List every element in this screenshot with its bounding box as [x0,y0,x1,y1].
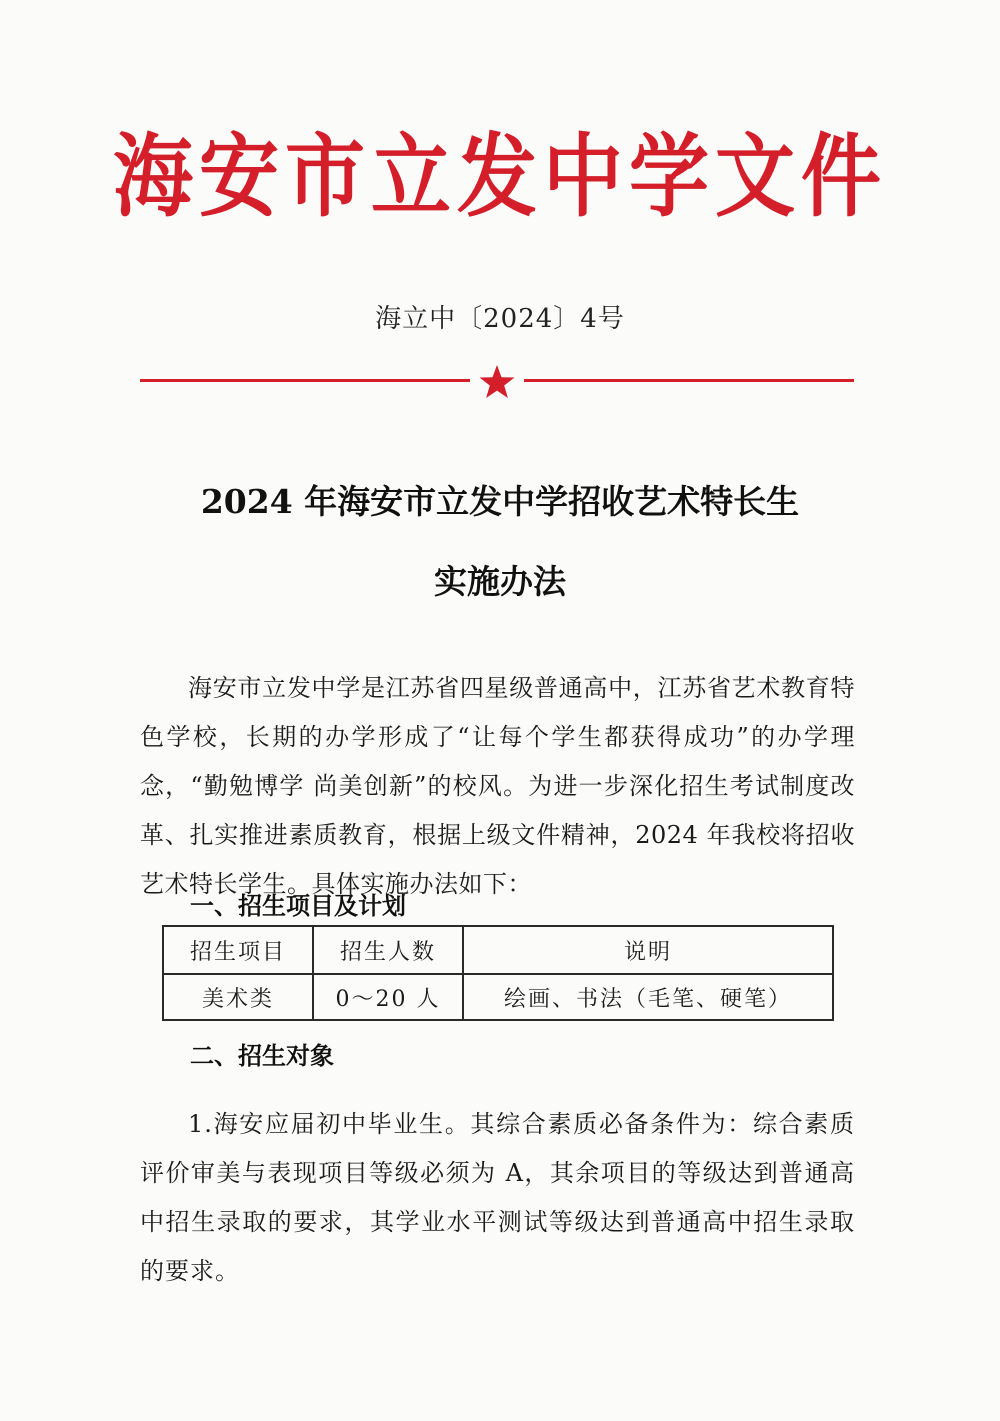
document-masthead: 海安市立发中学文件 [113,124,887,229]
section-heading-plan: 一、招生项目及计划 [190,892,406,920]
intro-paragraph: 海安市立发中学是江苏省四星级普通高中，江苏省艺术教育特色学校，长期的办学形成了“让每个学生都获得成功”的办学理念，“勤勉博学 尚美创新”的校风。为进一步深化招生考试制度改革、扎实推进素质教育，根据上级文件精神，2024 年我校将招收艺术特长学生。具体实施办法如下： [140,674,855,898]
table-cell: 0～20 人 [313,974,463,1020]
document-title-line2: 实施办法 [434,562,566,601]
enrollment-plan-table [162,925,834,1021]
table-header-cell: 招生项目 [163,926,313,974]
section-heading-eligibility: 二、招生对象 [190,1042,334,1070]
eligibility-item-1: 1.海安应届初中毕业生。其综合素质必备条件为：综合素质评价审美与表现项目等级必须为 A，其余项目的等级达到普通高中招生录取的要求，其学业水平测试等级达到普通高中招生录取的要求。 [140,1110,855,1285]
table-row [163,974,833,1020]
red-divider [140,364,854,398]
divider-line-left [140,379,470,382]
star-icon [478,364,516,400]
table-cell: 绘画、书法（毛笔、硬笔） [463,974,833,1020]
table-cell: 美术类 [163,974,313,1020]
table-header-cell: 招生人数 [313,926,463,974]
table-header-row [163,926,833,974]
document-number: 海立中〔2024〕4号 [375,304,625,334]
document-title-line1: 2024 年海安市立发中学招收艺术特长生 [200,482,800,521]
divider-line-right [524,379,854,382]
table-header-cell: 说明 [463,926,833,974]
